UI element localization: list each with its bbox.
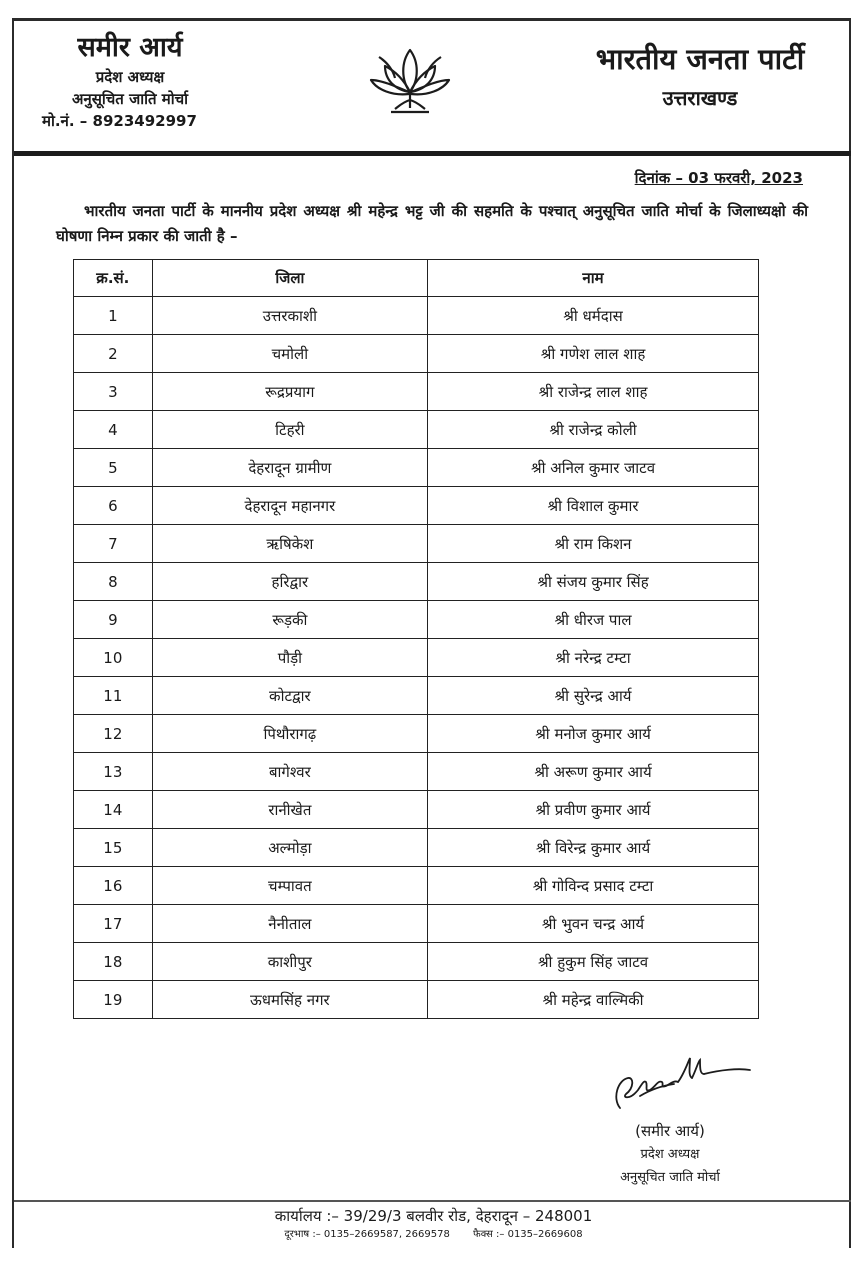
signatory-block (590, 1120, 750, 1189)
row-district: अल्मोड़ा (152, 829, 427, 867)
row-serial: 9 (74, 601, 153, 639)
row-name: श्री राम किशन (428, 525, 759, 563)
row-district: रानीखेत (152, 791, 427, 829)
intro-paragraph: भारतीय जनता पार्टी के माननीय प्रदेश अध्यक्ष श्री महेन्द्र भट्ट जी की सहमति के पश्चात् अनुसूचित जाति मोर्चा के जिलाध्यक्षो की घोषणा निम्न प्रकार की जाती है – (56, 202, 808, 245)
table-row (74, 335, 759, 373)
footer-fax: फैक्स :– 0135–2669608 (473, 1229, 583, 1240)
letter-date: दिनांक – 03 फरवरी, 2023 (634, 169, 803, 187)
row-district: पौड़ी (152, 639, 427, 677)
header-name: नाम (428, 260, 759, 297)
table-row (74, 715, 759, 753)
table-header-row (74, 260, 759, 297)
table-row (74, 449, 759, 487)
row-name: श्री विरेन्द्र कुमार आर्य (428, 829, 759, 867)
row-district: बागेश्वर (152, 753, 427, 791)
table-row (74, 829, 759, 867)
table-row (74, 601, 759, 639)
table-row (74, 525, 759, 563)
row-name: श्री अनिल कुमार जाटव (428, 449, 759, 487)
row-serial: 14 (74, 791, 153, 829)
table-row (74, 867, 759, 905)
row-serial: 11 (74, 677, 153, 715)
row-serial: 5 (74, 449, 153, 487)
table-row (74, 563, 759, 601)
table-row (74, 981, 759, 1019)
letterhead-party (555, 40, 845, 112)
table-row (74, 639, 759, 677)
table-row (74, 297, 759, 335)
row-serial: 3 (74, 373, 153, 411)
table-row (74, 487, 759, 525)
row-name: श्री विशाल कुमार (428, 487, 759, 525)
table-row (74, 753, 759, 791)
row-name: श्री राजेन्द्र कोली (428, 411, 759, 449)
row-name: श्री सुरेन्द्र आर्य (428, 677, 759, 715)
row-name: श्री गणेश लाल शाह (428, 335, 759, 373)
party-name: भारतीय जनता पार्टी (595, 42, 805, 76)
signatory-wing: अनुसूचित जाति मोर्चा (620, 1170, 720, 1185)
sender-name: समीर आर्य (77, 32, 183, 63)
signatory-designation: प्रदेश अध्यक्ष (640, 1147, 700, 1162)
sender-wing: अनुसूचित जाति मोर्चा (71, 90, 189, 108)
signatory-name: (समीर आर्य) (635, 1122, 705, 1140)
header-divider (14, 151, 851, 156)
sender-mobile: मो.नं. – 8923492997 (42, 112, 197, 130)
header-district: जिला (152, 260, 427, 297)
table-row (74, 791, 759, 829)
row-district: रूद्रप्रयाग (152, 373, 427, 411)
row-name: श्री भुवन चन्द्र आर्य (428, 905, 759, 943)
row-district: रूड़की (152, 601, 427, 639)
footer-phone: दूरभाष :– 0135–2669587, 2669578 (284, 1229, 450, 1240)
row-name: श्री धर्मदास (428, 297, 759, 335)
row-district: टिहरी (152, 411, 427, 449)
row-serial: 8 (74, 563, 153, 601)
row-serial: 7 (74, 525, 153, 563)
table-row (74, 411, 759, 449)
row-district: नैनीताल (152, 905, 427, 943)
row-district: चम्पावत (152, 867, 427, 905)
row-serial: 16 (74, 867, 153, 905)
row-district: ऊधमसिंह नगर (152, 981, 427, 1019)
district-presidents-table (73, 259, 759, 1019)
row-name: श्री गोविन्द प्रसाद टम्टा (428, 867, 759, 905)
footer-address: कार्यालय :– 39/29/3 बलवीर रोड, देहरादून – 248001 (274, 1207, 593, 1225)
party-state: उत्तराखण्ड (662, 86, 738, 110)
row-serial: 12 (74, 715, 153, 753)
row-serial: 4 (74, 411, 153, 449)
row-name: श्री संजय कुमार सिंह (428, 563, 759, 601)
row-name: श्री राजेन्द्र लाल शाह (428, 373, 759, 411)
row-district: चमोली (152, 335, 427, 373)
footer-contacts (0, 1227, 867, 1243)
table-row (74, 943, 759, 981)
header-serial: क्र.सं. (74, 260, 153, 297)
footer (0, 1205, 867, 1243)
row-name: श्री प्रवीण कुमार आर्य (428, 791, 759, 829)
row-serial: 18 (74, 943, 153, 981)
row-serial: 13 (74, 753, 153, 791)
row-name: श्री महेन्द्र वाल्मिकी (428, 981, 759, 1019)
row-serial: 1 (74, 297, 153, 335)
row-serial: 6 (74, 487, 153, 525)
table-row (74, 905, 759, 943)
sender-designation: प्रदेश अध्यक्ष (95, 68, 165, 86)
footer-divider (14, 1200, 851, 1202)
row-district: पिथौरागढ़ (152, 715, 427, 753)
row-serial: 19 (74, 981, 153, 1019)
row-serial: 17 (74, 905, 153, 943)
letterhead-sender (30, 30, 230, 132)
row-name: श्री अरूण कुमार आर्य (428, 753, 759, 791)
row-district: देहरादून महानगर (152, 487, 427, 525)
table-row (74, 677, 759, 715)
row-district: देहरादून ग्रामीण (152, 449, 427, 487)
row-district: कोटद्वार (152, 677, 427, 715)
row-district: उत्तरकाशी (152, 297, 427, 335)
row-district: हरिद्वार (152, 563, 427, 601)
table-row (74, 373, 759, 411)
row-serial: 2 (74, 335, 153, 373)
row-district: ऋषिकेश (152, 525, 427, 563)
row-name: श्री नरेन्द्र टम्टा (428, 639, 759, 677)
lotus-icon (365, 42, 455, 117)
row-name: श्री हुकुम सिंह जाटव (428, 943, 759, 981)
row-name: श्री धीरज पाल (428, 601, 759, 639)
row-serial: 15 (74, 829, 153, 867)
row-serial: 10 (74, 639, 153, 677)
row-name: श्री मनोज कुमार आर्य (428, 715, 759, 753)
row-district: काशीपुर (152, 943, 427, 981)
signature-icon (600, 1050, 760, 1120)
